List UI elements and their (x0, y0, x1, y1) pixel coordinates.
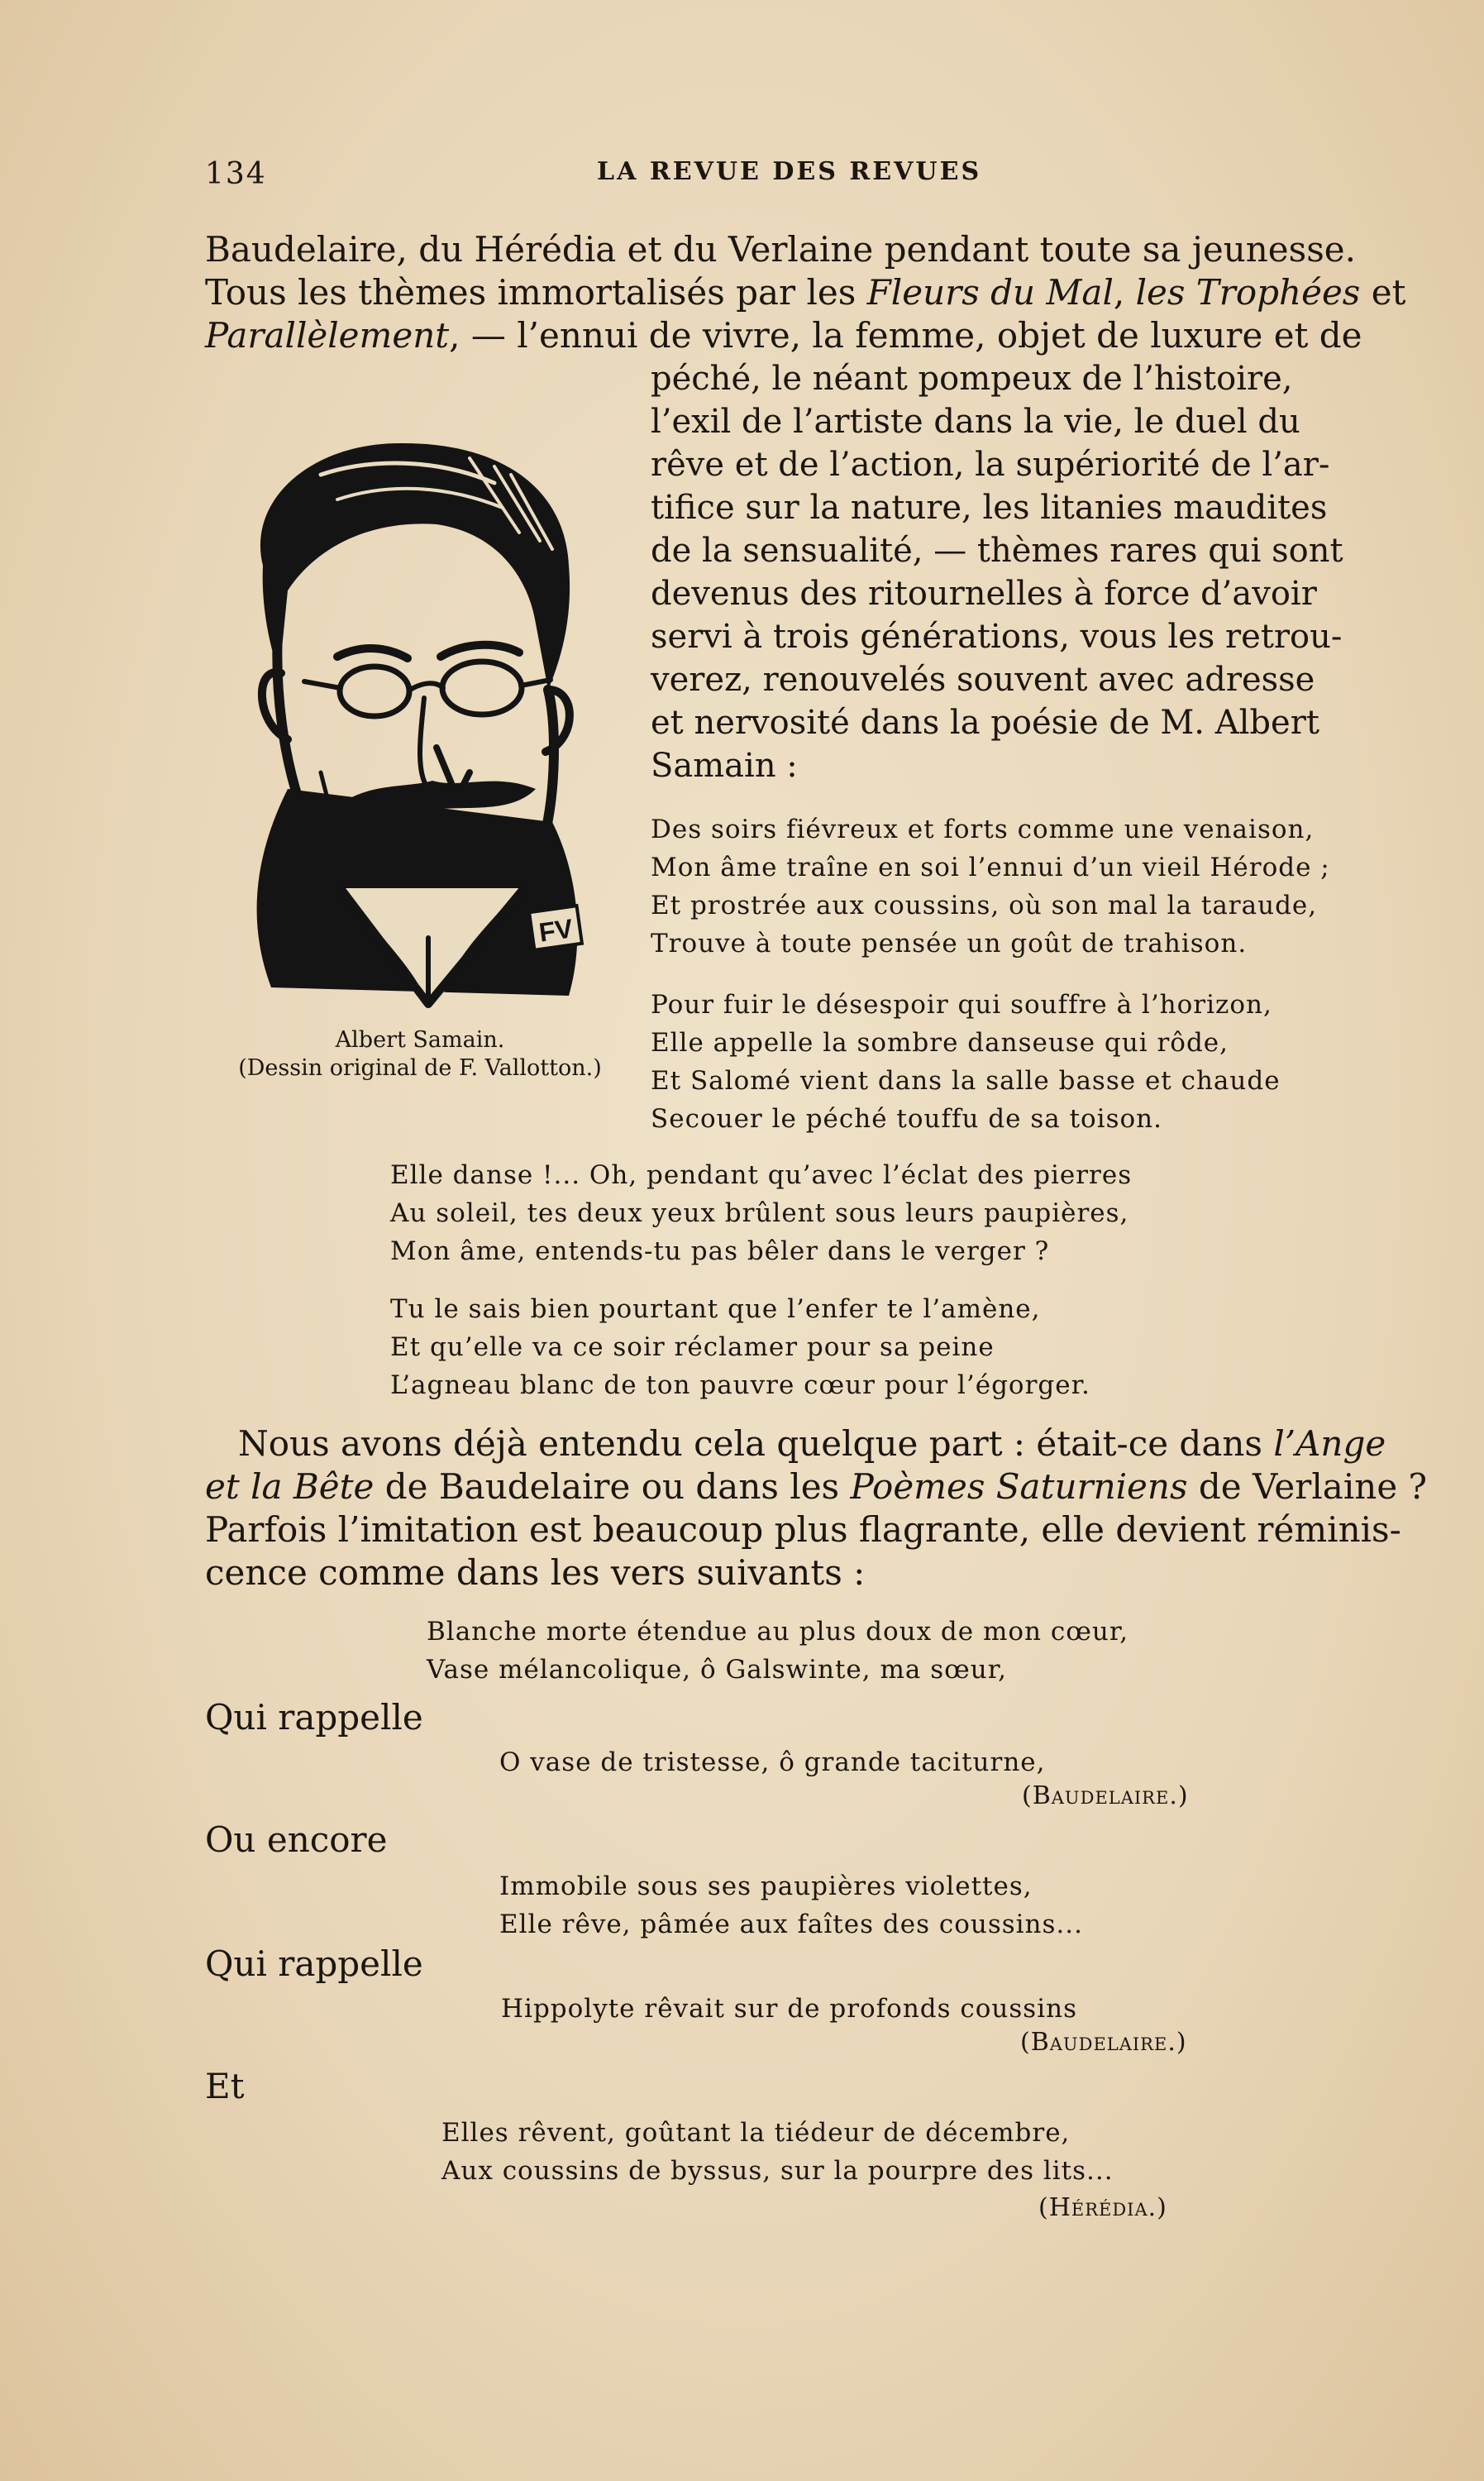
intro-line-2 (205, 271, 1405, 314)
wrap-line: péché, le néant pompeux de l’histoire, (651, 360, 1293, 398)
attribution-heredia: (Hérédia.) (1038, 2193, 1167, 2222)
title-trophees: les Trophées (1135, 272, 1361, 313)
verse-line: Et qu’elle va ce soir réclamer pour sa peine (390, 1332, 995, 1362)
verse-line: L’agneau blanc de ton pauvre cœur pour l’égorger. (390, 1370, 1090, 1400)
wrap-line: tifice sur la nature, les litanies maudites (651, 489, 1328, 527)
page-number: 134 (205, 157, 267, 191)
intro-line-3 (205, 314, 1362, 357)
verse-line: Vase mélancolique, ô Galswinte, ma sœur, (427, 1655, 1007, 1685)
verse-line: Aux coussins de byssus, sur la pourpre des lits... (441, 2156, 1114, 2186)
wrap-line: rêve et de l’action, la supériorité de l’ar- (651, 446, 1330, 484)
para2-line-4: cence comme dans les vers suivants : (205, 1552, 866, 1593)
caption-line-1: Albert Samain. (335, 1027, 505, 1053)
para-text: de Baudelaire ou dans les (374, 1466, 851, 1507)
intro-text: , — l’ennui de vivre, la femme, objet de luxure et de (449, 315, 1362, 356)
verse-line: Tu le sais bien pourtant que l’enfer te l’amène, (390, 1294, 1041, 1324)
verse-line: Mon âme, entends-tu pas bêler dans le verger ? (390, 1236, 1050, 1266)
para2-line-3: Parfois l’imitation est beaucoup plus flagrante, elle devient réminis- (205, 1509, 1401, 1550)
portrait-illustration (222, 425, 602, 1012)
verse-line: Des soirs fiévreux et forts comme une venaison, (651, 815, 1315, 844)
wrap-line: verez, renouvelés souvent avec adresse (651, 661, 1315, 699)
title-ange: l’Ange (1273, 1423, 1386, 1464)
portrait-caption (205, 1026, 635, 1083)
monogram-badge (529, 906, 582, 950)
verse-line: Trouve à toute pensée un goût de trahison. (651, 929, 1248, 958)
verse-line: Secouer le péché touffu de sa toison. (651, 1104, 1162, 1134)
wrap-line: et nervosité dans la poésie de M. Albert (651, 704, 1319, 742)
wrap-line: devenus des ritournelles à force d’avoir (651, 575, 1317, 613)
label-et: Et (205, 2066, 245, 2106)
verse-line: Mon âme traîne en soi l’ennui d’un vieil Hérode ; (651, 853, 1330, 882)
quote-5 (441, 2114, 1114, 2190)
intro-line-1: Baudelaire, du Hérédia et du Verlaine pendant toute sa jeunesse. (205, 229, 1356, 270)
wrap-line: de la sensualité, — thèmes rares qui sont (651, 532, 1343, 570)
stanza-3 (390, 1156, 1132, 1270)
verse-line: Elle danse !... Oh, pendant qu’avec l’éclat des pierres (390, 1160, 1133, 1190)
quote-1 (427, 1613, 1129, 1689)
verse-line: Pour fuir le désespoir qui souffre à l’horizon, (651, 990, 1272, 1020)
intro-text: , (1113, 272, 1136, 313)
verse-line: Et Salomé vient dans la salle basse et chaude (651, 1066, 1281, 1096)
attribution-baudelaire-1: (Baudelaire.) (1022, 1781, 1189, 1810)
quote-2: O vase de tristesse, ô grande taciturne, (499, 1747, 1046, 1777)
running-title: LA REVUE DES REVUES (597, 157, 982, 186)
verse-line: Et prostrée aux coussins, où son mal la taraude, (651, 891, 1318, 920)
para2-line-1 (238, 1422, 1386, 1465)
monogram-text: FV (537, 913, 575, 948)
quote-3 (499, 1867, 1083, 1943)
wrap-line: l’exil de l’artiste dans la vie, le duel du (651, 403, 1300, 441)
verse-line: Au soleil, tes deux yeux brûlent sous leurs paupières, (390, 1198, 1129, 1228)
intro-text: Tous les thèmes immortalisés par les (205, 272, 867, 313)
para-text: Nous avons déjà entendu cela quelque part : était-ce dans (238, 1423, 1274, 1464)
verse-line: Elle rêve, pâmée aux faîtes des coussins... (499, 1910, 1083, 1939)
para2-line-2 (205, 1465, 1427, 1508)
stanza-1 (651, 810, 1330, 963)
verse-line: Elles rêvent, goûtant la tiédeur de décembre, (441, 2118, 1071, 2148)
verse-line: Elle appelle la sombre danseuse qui rôde, (651, 1028, 1229, 1058)
verse-line: Blanche morte étendue au plus doux de mon cœur, (427, 1617, 1129, 1647)
wrap-line: servi à trois générations, vous les retrou- (651, 618, 1343, 656)
caption-line-2: (Dessin original de F. Vallotton.) (238, 1055, 602, 1081)
label-ou-encore: Ou encore (205, 1819, 388, 1860)
title-bete: et la Bête (205, 1466, 375, 1507)
verse-line: Immobile sous ses paupières violettes, (499, 1872, 1033, 1901)
attribution-baudelaire-2: (Baudelaire.) (1020, 2028, 1187, 2057)
title-fleurs-du-mal: Fleurs du Mal (866, 272, 1114, 313)
label-qui-rappelle-2: Qui rappelle (205, 1943, 423, 1984)
label-qui-rappelle-1: Qui rappelle (205, 1697, 423, 1738)
wrap-line: Samain : (651, 747, 798, 785)
para-text: de Verlaine ? (1187, 1466, 1428, 1507)
intro-text: et (1360, 272, 1406, 313)
title-parallelement: Parallèlement (205, 315, 450, 356)
stanza-2 (651, 986, 1281, 1138)
title-poemes-saturniens: Poèmes Saturniens (850, 1466, 1188, 1507)
stanza-4 (390, 1290, 1090, 1404)
quote-4: Hippolyte rêvait sur de profonds coussins (501, 1994, 1077, 2024)
